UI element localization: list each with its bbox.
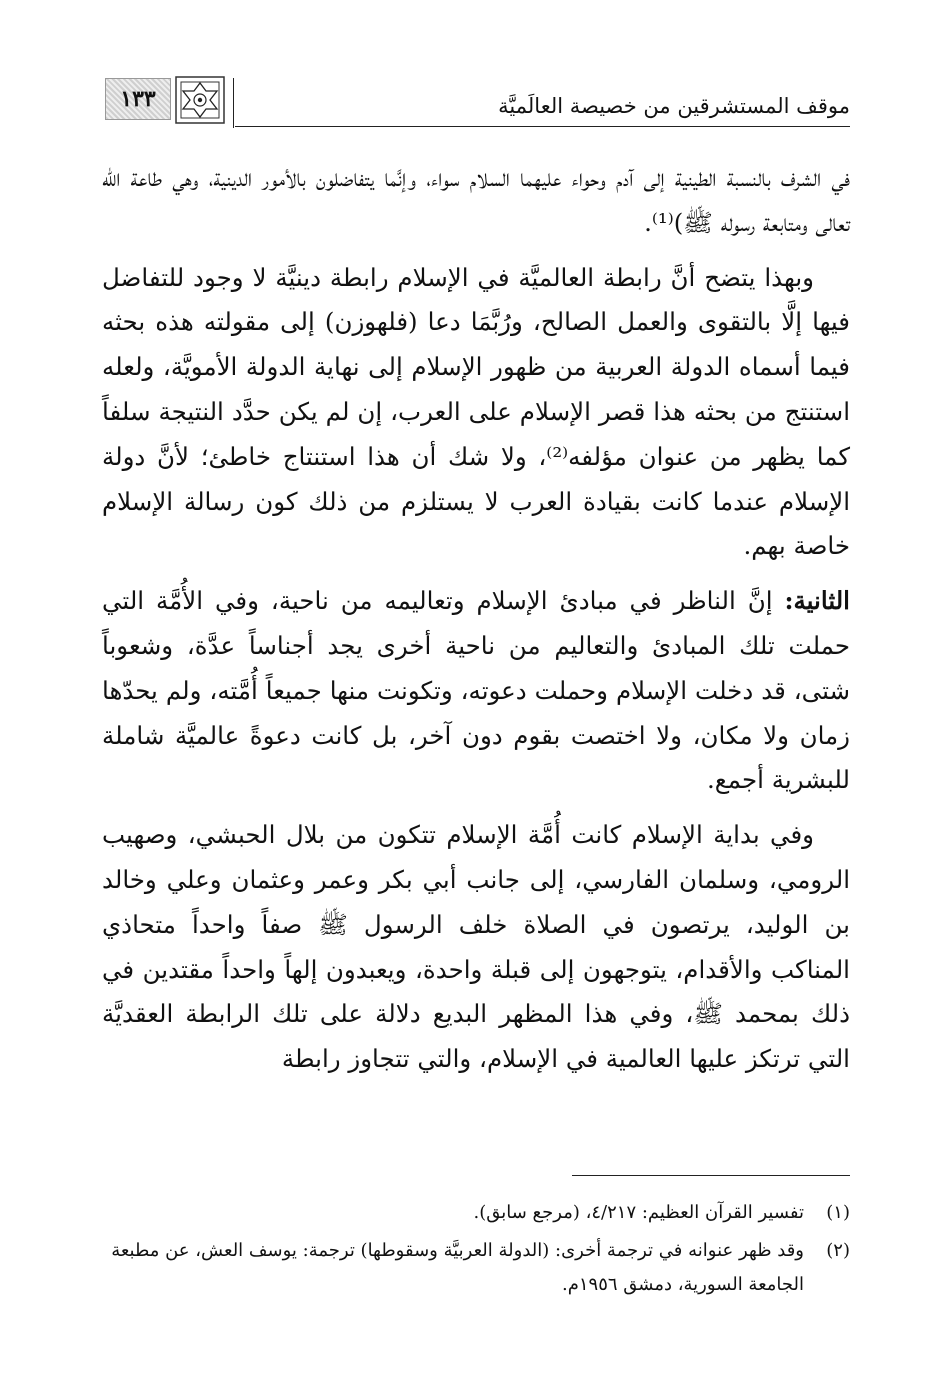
footnote-number: (١) — [826, 1202, 850, 1223]
body-text — [102, 156, 850, 1082]
footnotes — [102, 1196, 850, 1306]
footnote-1 — [102, 1196, 850, 1230]
page-number-box — [105, 78, 171, 120]
paragraph-lead: الثانية: — [784, 586, 850, 616]
footnote-text: تفسير القرآن العظيم: ٤/٢١٧، (مرجع سابق). — [473, 1202, 804, 1223]
paragraph-text: في الشرف بالنسبة الطينية إلى آدم وحواء عليهما السلام سواء، وإنَّما يتفاضلون بالأمور الدينية، وهي طاعة الله تعالى ومتابعة رسوله ﷺ)⁽¹⁾. — [102, 163, 850, 237]
paragraph-3 — [102, 579, 850, 803]
header-divider — [233, 78, 234, 128]
footnote-2 — [102, 1234, 850, 1302]
paragraph-2 — [102, 256, 850, 570]
footnote-number: (٢) — [826, 1240, 850, 1261]
paragraph-text: وبهذا يتضح أنَّ رابطة العالميَّة في الإسلام رابطة دينيَّة لا وجود للتفاضل فيها إلَّا بالتقوى والعمل الصالح، ورُبَّمَا دعا (فلهوزن) إلى مقولته هذه بحثه فيما أسماه الدولة العربية من ظهور الإسلام إلى نهاية الدولة الأمويَّة، ولعله استنتج من بحثه هذا قصر الإسلام على العرب، إن لم يكن حدَّد النتيجة سلفاً كما يظهر من عنوان مؤلفه⁽²⁾، ولا شك أن هذا استنتاج خاطئ؛ لأنَّ دولة الإسلام عندما كانت بقيادة العرب لا يستلزم من ذلك كون رسالة الإسلام خاصة بهم. — [102, 262, 850, 561]
paragraph-1 — [102, 156, 850, 246]
ornament-icon — [175, 76, 225, 124]
footnote-rule — [572, 1175, 850, 1176]
running-title: موقف المستشرقين من خصيصة العالَميَّة — [498, 94, 850, 118]
paragraph-text: إنَّ الناظر في مبادئ الإسلام وتعاليمه من ناحية، وفي الأُمَّة التي حملت تلك المبادئ والتعاليم من ناحية أخرى يجد أجناساً عدَّة، وشعوباً شتى، قد دخلت الإسلام وحملت دعوته، وتكونت منها جميعاً أُمَّته، ولم يحدّها زمان ولا مكان، ولا اختصت بقوم دون آخر، بل كانت دعوةً عالميَّة شاملة للبشرية أجمع. — [102, 586, 850, 795]
paragraph-4 — [102, 813, 850, 1082]
paragraph-text: وفي بداية الإسلام كانت أُمَّة الإسلام تتكون من بلال الحبشي، وصهيب الرومي، وسلمان الفارسي، إلى جانب أبي بكر وعمر وعثمان وعلي وخالد بن الوليد، يرتصون في الصلاة خلف الرسول ﷺ صفاً واحداً متحاذي المناكب والأقدام، يتوجهون إلى قبلة واحدة، ويعبدون إلهاً واحداً مقتدين في ذلك بمحمد ﷺ، وفي هذا المظهر البديع دلالة على تلك الرابطة العقديَّة التي ترتكز عليها العالمية في الإسلام، والتي تتجاوز رابطة — [102, 820, 850, 1074]
page-number: ١٣٣ — [120, 86, 156, 112]
header-rule — [235, 126, 850, 127]
footnote-text: وقد ظهر عنوانه في ترجمة أخرى: (الدولة العربيَّة وسقوطها) ترجمة: يوسف العش، عن مطبعة الجامعة السورية، دمشق ١٩٥٦م. — [111, 1240, 804, 1295]
running-header — [105, 72, 850, 130]
